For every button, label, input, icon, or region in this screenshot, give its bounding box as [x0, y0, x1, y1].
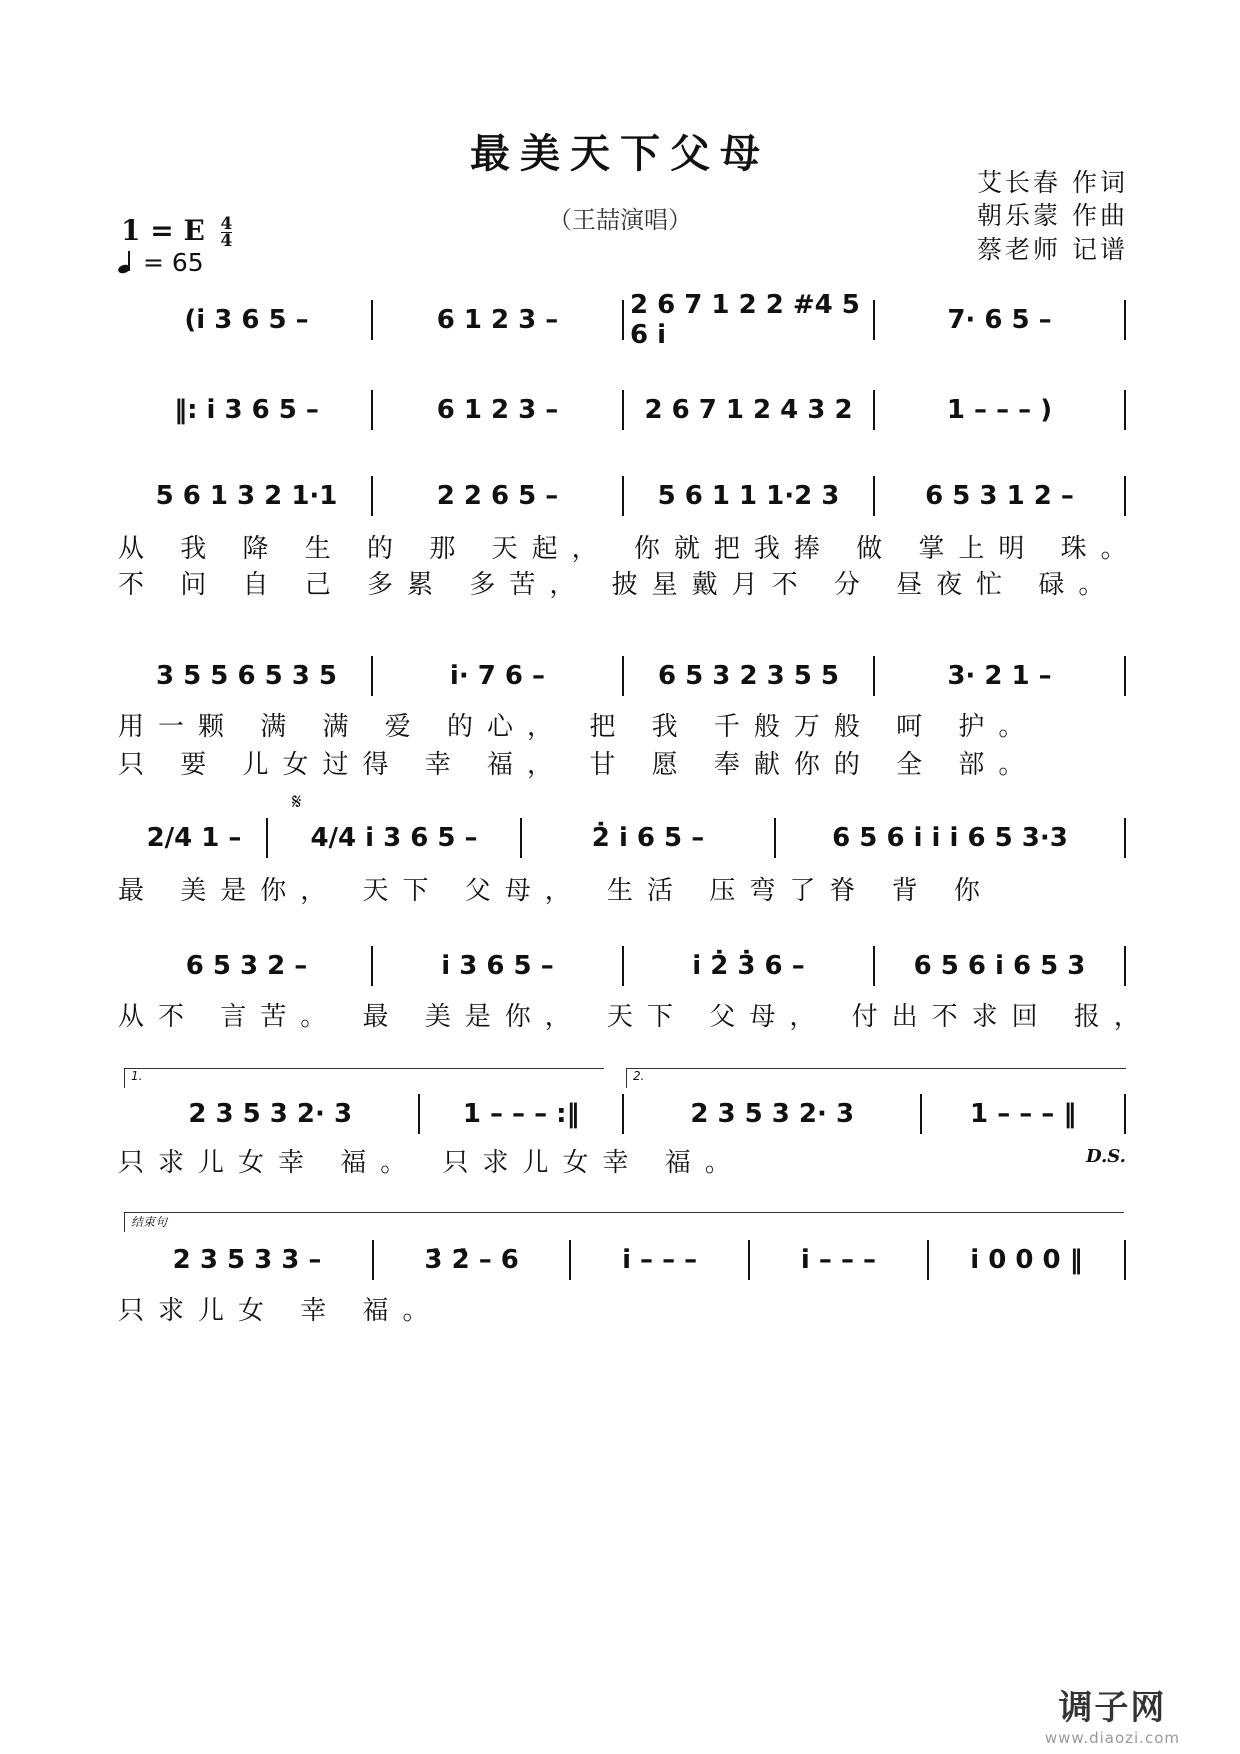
measure: 2/4 1 –	[118, 818, 268, 858]
site-watermark	[1045, 1680, 1180, 1747]
time-signature-bottom: 4	[220, 231, 233, 251]
measure: 1 – – – ‖	[922, 1094, 1126, 1134]
composer-credit: 朝乐蒙 作曲	[977, 201, 1128, 230]
measure: 2̇ i̇ 6 5 –	[522, 818, 776, 858]
measure: 2 6 7 1 2 2 #4 5 6 i̇	[624, 300, 875, 340]
measure: 2 2 6 5 –	[373, 476, 624, 516]
measure: 3 5 5 6 5 3 5	[118, 656, 373, 696]
tempo-value: = 65	[142, 248, 204, 277]
measure: i̇ 3 6 5 –	[373, 946, 624, 986]
page-title: 最美天下父母	[470, 131, 770, 177]
notes-row	[118, 818, 1126, 858]
measure: i̇ – – –	[750, 1240, 929, 1280]
time-signature-top: 4	[220, 214, 233, 234]
measure: (i̇ 3 6 5 –	[118, 300, 373, 340]
watermark-url: www.diaozi.com	[1044, 1729, 1180, 1747]
measure: 2 3 5 3 2· 3	[624, 1094, 922, 1134]
measure: 6 5 6 i̇ 6 5 3	[875, 946, 1126, 986]
lyric-verse-1: 从 我 降 生 的 那 天起， 你就把我捧 做 掌上明 珠。	[118, 534, 1141, 564]
measure: i̇ 0 0 0 ‖	[929, 1240, 1126, 1280]
notes-row	[118, 946, 1126, 986]
measure: 2 3 5 3 3 –	[118, 1240, 374, 1280]
tempo-marking	[118, 248, 204, 277]
measure: 6 1 2 3 –	[373, 300, 624, 340]
measure: 6 5 3 1 2 –	[875, 476, 1126, 516]
lyric-verse-1: 用一颗 满 满 爱 的心， 把 我 千般万般 呵 护。	[118, 712, 1039, 742]
key-signature	[121, 214, 232, 249]
measure: ‖: i̇ 3 6 5 –	[118, 390, 373, 430]
coda-section-label: 结束句	[124, 1212, 1124, 1232]
measure: 5 6 1 1 1·2 3	[624, 476, 875, 516]
notes-row	[118, 1094, 1126, 1134]
volta-second-ending: 2.	[626, 1068, 1126, 1088]
measure: 3̇ 2̇ – 6	[374, 1240, 571, 1280]
measure: 2 6 7 1 2 4 3 2	[624, 390, 875, 430]
measure: 6 5 3 2 –	[118, 946, 373, 986]
notes-row	[118, 1240, 1126, 1280]
measure: 1 – – – :‖	[420, 1094, 624, 1134]
lyric-verse-2: 只 要 儿女过得 幸 福， 甘 愿 奉献你的 全 部。	[118, 750, 1039, 780]
transcriber-credit: 蔡老师 记谱	[977, 235, 1128, 264]
key-label: 1 = E	[121, 214, 205, 247]
measure: 7· 6 5 –	[875, 300, 1126, 340]
measure: i̇ 2̇ 3̇ 6 –	[624, 946, 875, 986]
lyric-chorus: 最 美是你， 天下 父母， 生活 压弯了脊 背 你	[118, 876, 994, 906]
notes-row	[118, 390, 1126, 430]
lyric-ending: 只求儿女幸 福。 只求儿女幸 福。	[118, 1148, 745, 1178]
watermark-logo-text: 调子网	[1058, 1688, 1167, 1728]
measure: i̇· 7 6 –	[373, 656, 624, 696]
lyric-chorus: 从不 言苦。 最 美是你， 天下 父母， 付出不求回 报，	[118, 1002, 1154, 1032]
measure: 6 1 2 3 –	[373, 390, 624, 430]
notes-row	[118, 290, 1126, 350]
lyric-coda: 只求儿女 幸 福。	[118, 1296, 443, 1326]
dal-segno-mark: D.S.	[1086, 1146, 1126, 1167]
measure: i̇ – – –	[571, 1240, 750, 1280]
measure: 1 – – – )	[875, 390, 1126, 430]
lyricist-credit: 艾长春 作词	[977, 168, 1128, 197]
measure: 5 6 1 3 2 1·1	[118, 476, 373, 516]
performer-note: （王喆演唱）	[548, 206, 692, 234]
segno-icon: 𝄋	[292, 790, 302, 815]
lyric-verse-2: 不 问 自 己 多累 多苦， 披星戴月不 分 昼夜忙 碌。	[118, 570, 1119, 600]
notes-row	[118, 656, 1126, 696]
measure: 6 5 3 2 3 5 5	[624, 656, 875, 696]
notes-row	[118, 476, 1126, 516]
volta-first-ending: 1.	[124, 1068, 604, 1088]
quarter-note-icon	[118, 251, 135, 273]
measure: 3· 2 1 –	[875, 656, 1126, 696]
measure: 2 3 5 3 2· 3	[118, 1094, 420, 1134]
time-signature	[221, 216, 233, 249]
measure: 4/4 i̇ 3 6 5 –	[268, 818, 522, 858]
measure: 6 5 6 i̇ i̇ i̇ 6 5 3·3	[776, 818, 1126, 858]
